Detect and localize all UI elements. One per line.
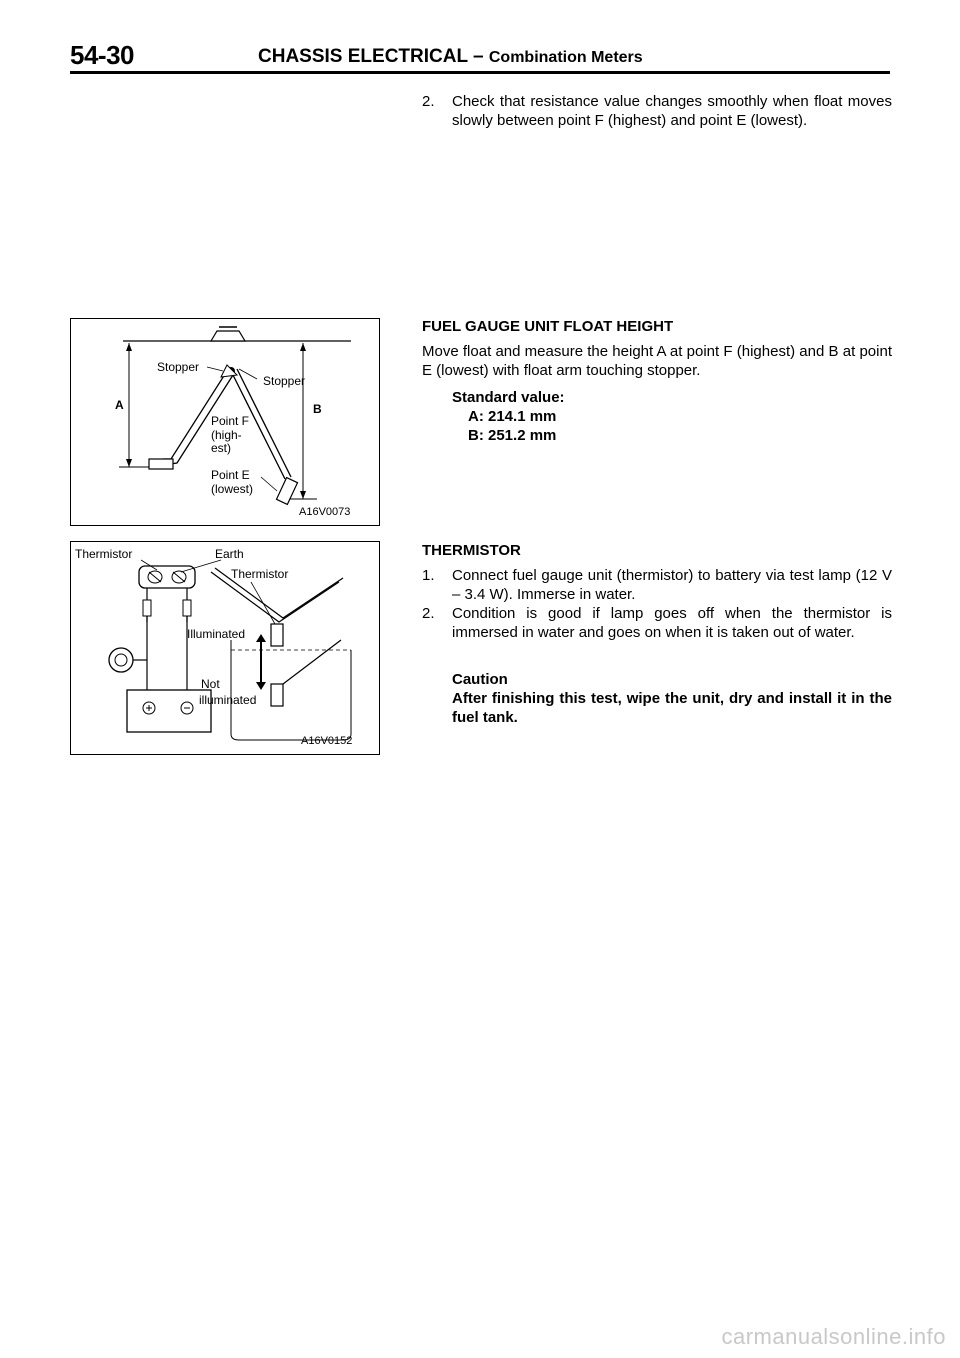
- lowest-label: (lowest): [211, 482, 254, 496]
- caution-label: Caution: [452, 671, 508, 688]
- thermistor-step-1-text: Connect fuel gauge unit (thermistor) to battery via test lamp (12 V – 3.4 W). Immerse in water.: [452, 567, 892, 603]
- thermistor-figure: [70, 541, 380, 755]
- earth-label: Earth: [215, 547, 244, 561]
- point-e-label: Point E: [211, 468, 250, 482]
- figure-code: A16V0152: [301, 735, 353, 747]
- page-number: 54-30: [70, 40, 134, 70]
- thermistor-heading: THERMISTOR: [422, 542, 521, 559]
- thermistor-step-1: [422, 566, 892, 604]
- section-name: CHASSIS ELECTRICAL: [258, 46, 468, 67]
- check-step: [422, 92, 892, 130]
- figure-code: A16V0073: [299, 506, 351, 518]
- float-height-diagram: [71, 319, 379, 525]
- subsection-name: Combination Meters: [488, 49, 643, 66]
- thermistor-step-2-number: 2.: [422, 605, 435, 622]
- title-dash: –: [473, 46, 484, 67]
- caution-text: After finishing this test, wipe the unit, dry and install it in the fuel tank.: [452, 690, 892, 726]
- dimension-b-label: B: [313, 402, 322, 416]
- not-illuminated-label: illuminated: [199, 693, 257, 707]
- thermistor-left-label: Thermistor: [75, 547, 133, 561]
- float-height-heading: FUEL GAUGE UNIT FLOAT HEIGHT: [422, 318, 674, 335]
- section-title: [258, 46, 643, 68]
- thermistor-step-1-number: 1.: [422, 567, 435, 584]
- stopper-right-label: Stopper: [263, 374, 306, 388]
- check-step-text: Check that resistance value changes smoothly when float moves slowly between point F (highest) and point E (lowest).: [452, 93, 892, 129]
- illuminated-label: Illuminated: [187, 627, 246, 641]
- header-rule: [70, 71, 890, 74]
- standard-value-b: B: 251.2 mm: [468, 427, 557, 444]
- highest-label-1: (high-: [211, 428, 242, 442]
- standard-value-label: Standard value:: [452, 389, 565, 406]
- highest-label-2: est): [211, 441, 232, 455]
- not-label: Not: [201, 677, 220, 691]
- check-step-number: 2.: [422, 93, 435, 110]
- stopper-left-label: Stopper: [157, 360, 200, 374]
- thermistor-right-label: Thermistor: [231, 567, 289, 581]
- watermark: carmanualsonline.info: [721, 1324, 946, 1349]
- dimension-a-label: A: [115, 398, 124, 412]
- float-height-body: Move float and measure the height A at point F (highest) and B at point E (lowest) with float arm touching stopper.: [422, 343, 892, 379]
- standard-value-a: A: 214.1 mm: [468, 408, 557, 425]
- float-height-figure: [70, 318, 380, 526]
- thermistor-step-2-text: Condition is good if lamp goes off when the thermistor is immersed in water and goes on when it is taken out of water.: [452, 605, 892, 641]
- thermistor-step-2: [422, 604, 892, 642]
- point-f-label: Point F: [211, 414, 250, 428]
- thermistor-diagram: [71, 542, 379, 754]
